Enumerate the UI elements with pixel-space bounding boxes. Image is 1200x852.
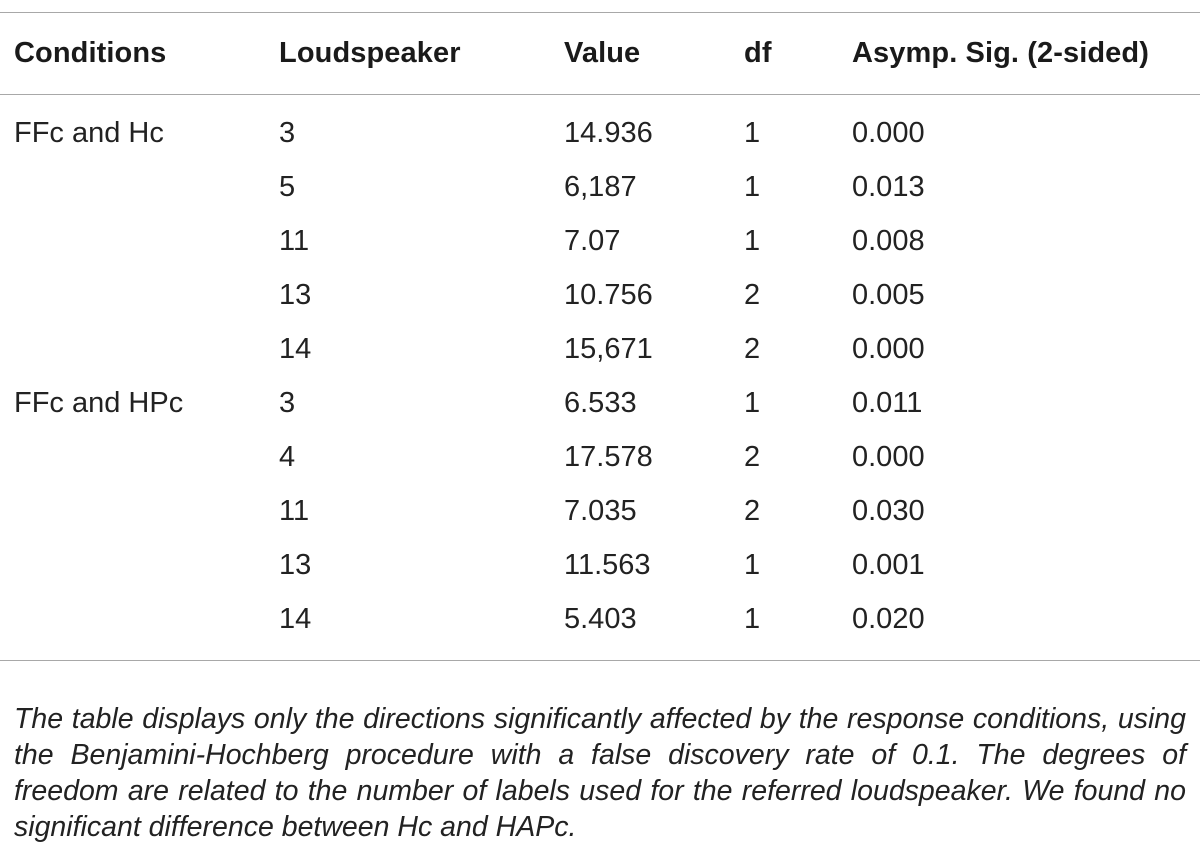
cell-value: 15,671 <box>564 333 653 365</box>
table-row <box>14 538 1194 592</box>
table-row <box>14 106 1194 160</box>
cell-sig: 0.013 <box>852 171 925 203</box>
cell-conditions <box>14 214 279 268</box>
cell-loudspeaker: 3 <box>279 117 296 149</box>
cell-sig: 0.001 <box>852 549 925 581</box>
cell-df: 2 <box>744 441 761 473</box>
cell-conditions <box>14 322 279 376</box>
table-top-rule <box>0 12 1200 13</box>
header-conditions: Conditions <box>14 37 167 69</box>
table-row <box>14 322 1194 376</box>
cell-loudspeaker: 4 <box>279 441 296 473</box>
cell-df: 2 <box>744 279 761 311</box>
cell-conditions: FFc and Hc <box>14 117 164 149</box>
table-row <box>14 214 1194 268</box>
table-footnote: The table displays only the directions significantly affected by the response conditions, using the Benjamini-Hochberg procedure with a false discovery rate of 0.1. The degrees of freedom are related to the number of labels used for the referred loudspeaker. We found no significant difference between Hc and HAPc. <box>14 702 1186 843</box>
table-bottom-rule <box>0 660 1200 661</box>
cell-value: 10.756 <box>564 279 653 311</box>
cell-sig: 0.020 <box>852 603 925 635</box>
cell-conditions <box>14 538 279 592</box>
cell-sig: 0.000 <box>852 117 925 149</box>
table-row <box>14 592 1194 646</box>
header-loudspeaker: Loudspeaker <box>279 37 461 69</box>
cell-value: 6,187 <box>564 171 637 203</box>
results-table <box>14 26 1194 646</box>
table-row <box>14 160 1194 214</box>
cell-value: 6.533 <box>564 387 637 419</box>
cell-conditions <box>14 430 279 484</box>
cell-conditions <box>14 592 279 646</box>
cell-value: 7.035 <box>564 495 637 527</box>
cell-sig: 0.008 <box>852 225 925 257</box>
cell-loudspeaker: 11 <box>279 495 310 527</box>
cell-conditions <box>14 484 279 538</box>
cell-df: 2 <box>744 495 761 527</box>
cell-sig: 0.011 <box>852 387 923 419</box>
cell-sig: 0.030 <box>852 495 925 527</box>
cell-df: 1 <box>744 387 761 419</box>
cell-value: 5.403 <box>564 603 637 635</box>
cell-loudspeaker: 11 <box>279 225 310 257</box>
header-asymp-sig: Asymp. Sig. (2-sided) <box>852 37 1149 69</box>
table-row <box>14 430 1194 484</box>
table-row <box>14 484 1194 538</box>
cell-sig: 0.005 <box>852 279 925 311</box>
table-header-row <box>14 26 1194 80</box>
header-value: Value <box>564 37 641 69</box>
cell-conditions <box>14 268 279 322</box>
cell-value: 7.07 <box>564 225 621 257</box>
cell-loudspeaker: 14 <box>279 333 312 365</box>
cell-loudspeaker: 5 <box>279 171 296 203</box>
cell-loudspeaker: 13 <box>279 279 312 311</box>
cell-df: 1 <box>744 171 761 203</box>
table-row <box>14 376 1194 430</box>
cell-value: 11.563 <box>564 549 651 581</box>
header-df: df <box>744 37 772 69</box>
cell-sig: 0.000 <box>852 441 925 473</box>
header-spacer <box>14 80 1194 106</box>
cell-conditions: FFc and HPc <box>14 387 184 419</box>
cell-df: 1 <box>744 603 761 635</box>
cell-loudspeaker: 13 <box>279 549 312 581</box>
cell-conditions <box>14 160 279 214</box>
cell-value: 14.936 <box>564 117 653 149</box>
cell-df: 2 <box>744 333 761 365</box>
table-row <box>14 268 1194 322</box>
cell-df: 1 <box>744 117 761 149</box>
cell-df: 1 <box>744 549 761 581</box>
cell-loudspeaker: 14 <box>279 603 312 635</box>
cell-value: 17.578 <box>564 441 653 473</box>
cell-sig: 0.000 <box>852 333 925 365</box>
cell-loudspeaker: 3 <box>279 387 296 419</box>
cell-df: 1 <box>744 225 761 257</box>
